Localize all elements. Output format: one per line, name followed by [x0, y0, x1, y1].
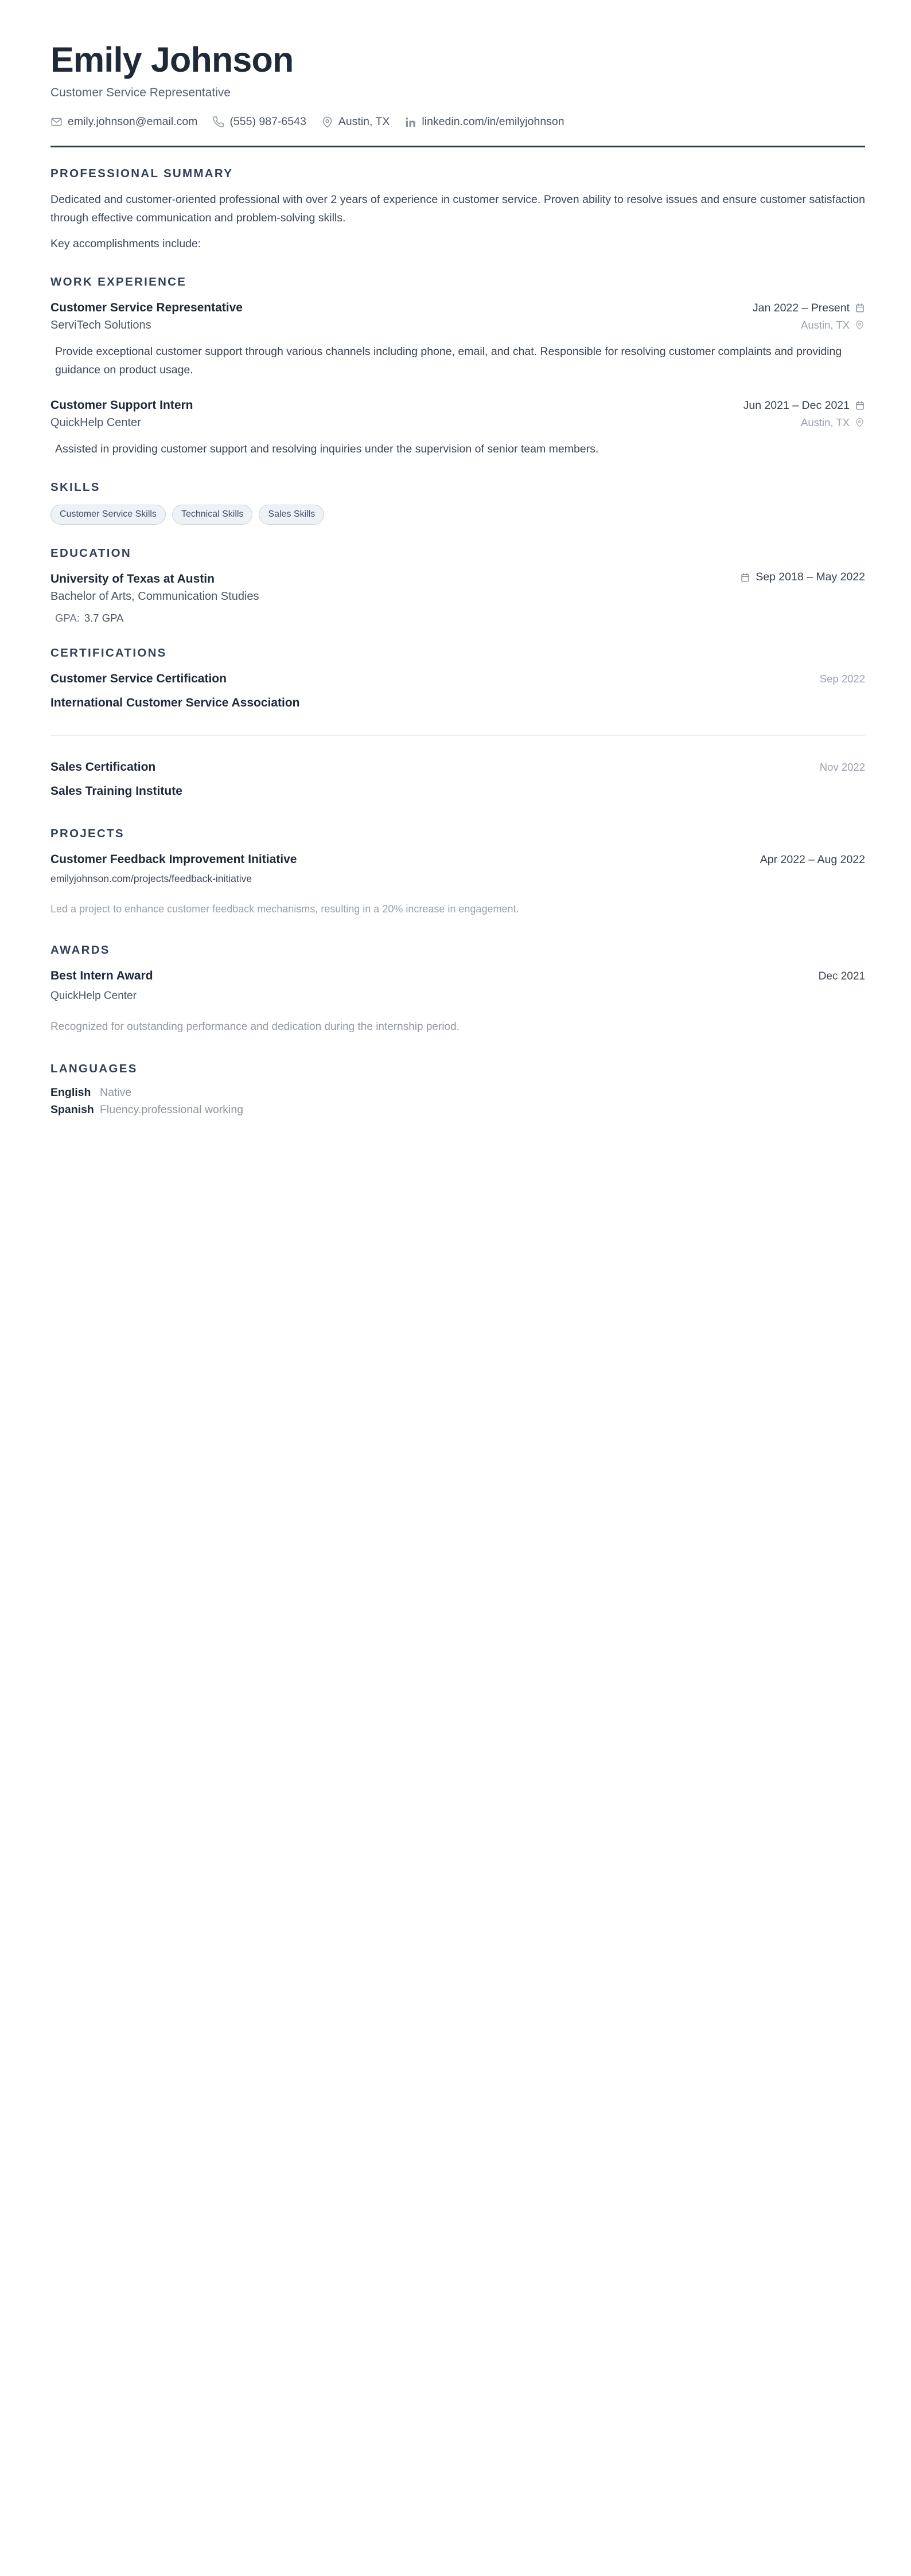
- certification-entry: [50, 670, 865, 712]
- work-dates-text: Jun 2021 – Dec 2021: [743, 399, 850, 412]
- work-company: QuickHelp Center: [50, 416, 141, 429]
- certification-name: Customer Service Certification: [50, 672, 227, 685]
- section-education: [50, 547, 865, 625]
- language-row: [50, 1103, 865, 1117]
- section-languages: [50, 1062, 865, 1117]
- work-position: Customer Support Intern: [50, 398, 193, 412]
- work-location: [801, 319, 865, 331]
- summary-closing: Key accomplishments include:: [50, 237, 201, 251]
- candidate-headline: Customer Service Representative: [50, 85, 231, 99]
- skill-pill: Sales Skills: [259, 505, 324, 525]
- section-title-certifications: CERTIFICATIONS: [50, 646, 167, 659]
- work-position: Customer Service Representative: [50, 300, 243, 314]
- calendar-icon: [740, 572, 750, 583]
- contact-linkedin[interactable]: [404, 115, 564, 128]
- work-dates: [753, 302, 865, 315]
- section-title-education: EDUCATION: [50, 546, 132, 560]
- section-title-summary: PROFESSIONAL SUMMARY: [50, 167, 233, 181]
- contact-linkedin-text: linkedin.com/in/emilyjohnson: [422, 115, 564, 128]
- work-entry: [50, 299, 865, 380]
- contact-location-text: Austin, TX: [338, 115, 390, 128]
- contact-email-text: emily.johnson@email.com: [68, 115, 198, 128]
- contact-location: [321, 115, 390, 128]
- certification-issuer: International Customer Service Association: [50, 696, 300, 710]
- language-row: [50, 1086, 865, 1099]
- work-entry-subline: [50, 317, 865, 334]
- section-professional-summary: [50, 167, 865, 253]
- education-gpa: [55, 612, 865, 625]
- section-title-languages: LANGUAGES: [50, 1062, 138, 1076]
- education-degree: Bachelor of Arts, Communication Studies: [50, 590, 259, 603]
- contact-email[interactable]: [50, 115, 197, 128]
- certification-divider: [50, 735, 865, 736]
- contact-phone-text: (555) 987-6543: [229, 115, 306, 128]
- award-date: Dec 2021: [818, 970, 865, 983]
- award-description: Recognized for outstanding performance and dedication during the internship period.: [50, 1020, 460, 1033]
- education-entry: [50, 571, 865, 625]
- project-name: Customer Feedback Improvement Initiative: [50, 852, 297, 866]
- certification-headline: [50, 759, 865, 776]
- work-location: [801, 416, 865, 429]
- contact-bar: [50, 115, 865, 128]
- summary-paragraph: Dedicated and customer-oriented professional with over 2 years of experience in customer service. Proven ability to resolve issues and ensure customer satisfaction through effective communication and problem-solving skills.: [50, 193, 865, 224]
- calendar-icon: [855, 303, 865, 313]
- education-gpa-label: GPA:: [55, 611, 80, 624]
- language-name: English: [50, 1086, 91, 1099]
- work-location-text: Austin, TX: [800, 416, 850, 428]
- work-company: ServiTech Solutions: [50, 319, 151, 332]
- header-divider: [50, 146, 865, 147]
- work-entry: [50, 397, 865, 459]
- calendar-icon: [855, 400, 865, 411]
- language-name: Spanish: [50, 1103, 94, 1117]
- language-level: Native: [100, 1086, 132, 1099]
- project-entry: [50, 851, 865, 918]
- work-description: Assisted in providing customer support and resolving inquiries under the supervision of senior team members.: [55, 442, 599, 455]
- education-school: University of Texas at Austin: [50, 572, 215, 586]
- project-url[interactable]: emilyjohnson.com/projects/feedback-initiative: [50, 873, 252, 885]
- certification-headline: [50, 670, 865, 688]
- linkedin-icon: [404, 116, 416, 128]
- section-title-work: WORK EXPERIENCE: [50, 275, 187, 288]
- skill-pill: Technical Skills: [172, 505, 252, 525]
- certification-date: Sep 2022: [819, 672, 865, 685]
- education-dates: [740, 571, 865, 584]
- resume-sheet: [50, 41, 865, 1117]
- candidate-name: Emily Johnson: [50, 40, 294, 79]
- award-headline: [50, 967, 865, 985]
- section-awards: [50, 943, 865, 1036]
- skill-pill: Customer Service Skills: [50, 505, 166, 525]
- certification-name: Sales Certification: [50, 760, 156, 774]
- location-pin-icon: [855, 417, 865, 428]
- contact-phone[interactable]: [212, 115, 306, 128]
- section-title-awards: AWARDS: [50, 943, 110, 957]
- envelope-icon: [50, 116, 63, 128]
- phone-icon: [212, 116, 224, 128]
- award-entry: [50, 967, 865, 1036]
- certification-issuer: Sales Training Institute: [50, 784, 182, 798]
- work-location-text: Austin, TX: [800, 319, 850, 331]
- award-name: Best Intern Award: [50, 969, 153, 983]
- location-pin-icon: [855, 320, 865, 330]
- resume-header: [50, 41, 865, 147]
- work-dates-text: Jan 2022 – Present: [752, 301, 850, 314]
- education-entry-headline: [50, 571, 865, 588]
- section-projects: [50, 827, 865, 918]
- education-gpa-value: 3.7 GPA: [84, 611, 124, 624]
- work-entry-subline: [50, 414, 865, 431]
- section-skills: [50, 481, 865, 525]
- project-description: Led a project to enhance customer feedback mechanisms, resulting in a 20% increase in engagement.: [50, 903, 519, 915]
- award-issuer: QuickHelp Center: [50, 989, 137, 1002]
- language-level: Fluency.professional working: [100, 1103, 244, 1117]
- project-dates: Apr 2022 – Aug 2022: [760, 853, 865, 866]
- work-entry-headline: [50, 397, 865, 414]
- section-work-experience: [50, 275, 865, 459]
- work-description: Provide exceptional customer support through various channels including phone, email, and chat. Responsible for resolving customer complaints and providing guidance on product usage.: [55, 345, 842, 376]
- section-title-skills: SKILLS: [50, 480, 100, 494]
- work-entry-headline: [50, 299, 865, 317]
- certification-entry: [50, 759, 865, 801]
- certification-date: Nov 2022: [819, 760, 865, 773]
- skills-pill-row: [50, 505, 865, 525]
- project-headline: [50, 851, 865, 868]
- section-title-projects: PROJECTS: [50, 826, 124, 840]
- location-pin-icon: [321, 116, 333, 128]
- education-dates-text: Sep 2018 – May 2022: [756, 571, 865, 584]
- section-certifications: [50, 646, 865, 801]
- work-dates: [743, 399, 865, 412]
